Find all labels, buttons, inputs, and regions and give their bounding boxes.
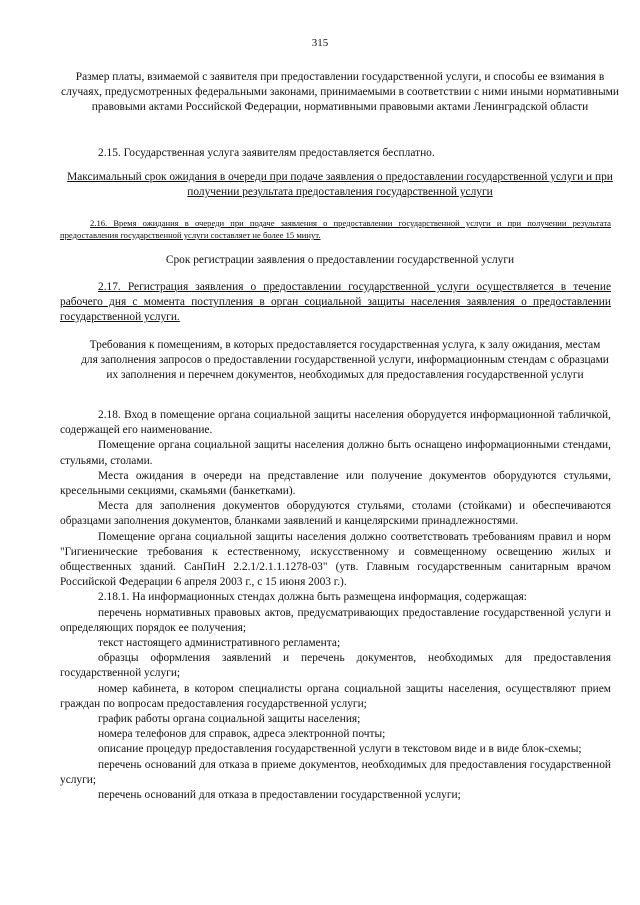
paragraph-2-15: 2.15. Государственная услуга заявителям предоставляется бесплатно.: [98, 147, 435, 159]
paragraph-2-17-text: 2.17. Регистрация заявления о предоставлении государственной услуги осуществляется в течение рабочего дня с момента поступления в орган социальной защиты населения заявления о предоставлении государственной услуги.: [60, 281, 611, 324]
paragraph-2-18: 2.18. Вход в помещение органа социальной защиты населения оборудуется информационной табличкой, содержащей его наименование.: [60, 409, 611, 437]
paragraph-2-16: [60, 217, 611, 241]
heading-wait-text: Максимальный срок ожидания в очереди при подаче заявления о предоставлении государственной услуги и при получении результата предоставления государственной услуги: [67, 171, 613, 198]
list-item: график работы органа социальной защиты населения;: [98, 713, 361, 726]
list-item: перечень оснований для отказа в предоставлении государственной услуги;: [98, 789, 461, 802]
list-item: номер кабинета, в котором специалисты органа социальной защиты населения, осуществляют прием граждан по вопросам предоставления государственной услуги;: [60, 682, 611, 710]
body-text: [60, 408, 611, 803]
list-item: номера телефонов для справок, адреса электронной почты;: [98, 728, 386, 741]
list-item: текст настоящего административного регламента;: [98, 637, 341, 650]
section-heading-wait-time: [60, 170, 620, 200]
paragraph-2-16-text: 2.16. Время ожидания в очереди при подаче заявления о предоставлении государственной услуги и при получении результата предоставления государственной услуги составляет не более 15 минут.: [60, 218, 611, 240]
list-item: описание процедур предоставления государственной услуги в текстовом виде и в виде блок-схемы;: [98, 743, 582, 756]
page-number: 315: [311, 37, 329, 49]
paragraph-sanpin: Помещение органа социальной защиты населения должно соответствовать требованиям правил и норм "Гигиенические требования к естественному, искусственному и совмещенному освещению жилых и общественных зданий. СанПиН 2.2.1/2.1.1.1278-03" (утв. Главным государственным санитарным врачом Российской Федерации 6 апреля 2003 г., с 15 июня 2003 г.).: [60, 530, 611, 589]
section-heading-premises: Требования к помещениям, в которых предоставляется государственная услуга, к залу ожидания, местам для заполнения запросов о предоставлении государственной услуги, информационным стендам с образцами их заполнения и перечнем документов, необходимых для предоставления государственной услуги: [81, 339, 609, 381]
section-heading-fee: Размер платы, взимаемой с заявителя при предоставлении государственной услуги, и способы ее взимания в случаях, предусмотренных федеральными законами, принимаемыми в соответствии с ними иными нормативными правовыми актами Российской Федерации, нормативными правовыми актами Ленинградской области: [61, 71, 619, 113]
paragraph-waiting-places: Места ожидания в очереди на представление или получение документов оборудуются стульями, кресельными секциями, скамьями (банкетками).: [60, 469, 611, 498]
paragraph-2-18-1: 2.18.1. На информационных стендах должна быть размещена информация, содержащая:: [98, 591, 527, 604]
list-item: образцы оформления заявлений и перечень документов, необходимых для предоставления государственной услуги;: [60, 652, 611, 680]
paragraph-filling-places: Места для заполнения документов оборудуются стульями, столами (стойками) и обеспечиваются образцами заполнения документов, бланками заявлений и канцелярскими принадлежностями.: [60, 500, 611, 528]
paragraph-equipment: Помещение органа социальной защиты населения должно быть оснащено информационными стендами, стульями, столами.: [60, 439, 611, 467]
paragraph-2-17: [60, 280, 611, 326]
section-heading-registration: Срок регистрации заявления о предоставлении государственной услуги: [165, 254, 515, 266]
list-item: перечень оснований для отказа в приеме документов, необходимых для предоставления государственной услуги;: [60, 758, 611, 786]
list-item: перечень нормативных правовых актов, предусматривающих предоставление государственной услуги и определяющих порядок ее получения;: [60, 606, 611, 634]
